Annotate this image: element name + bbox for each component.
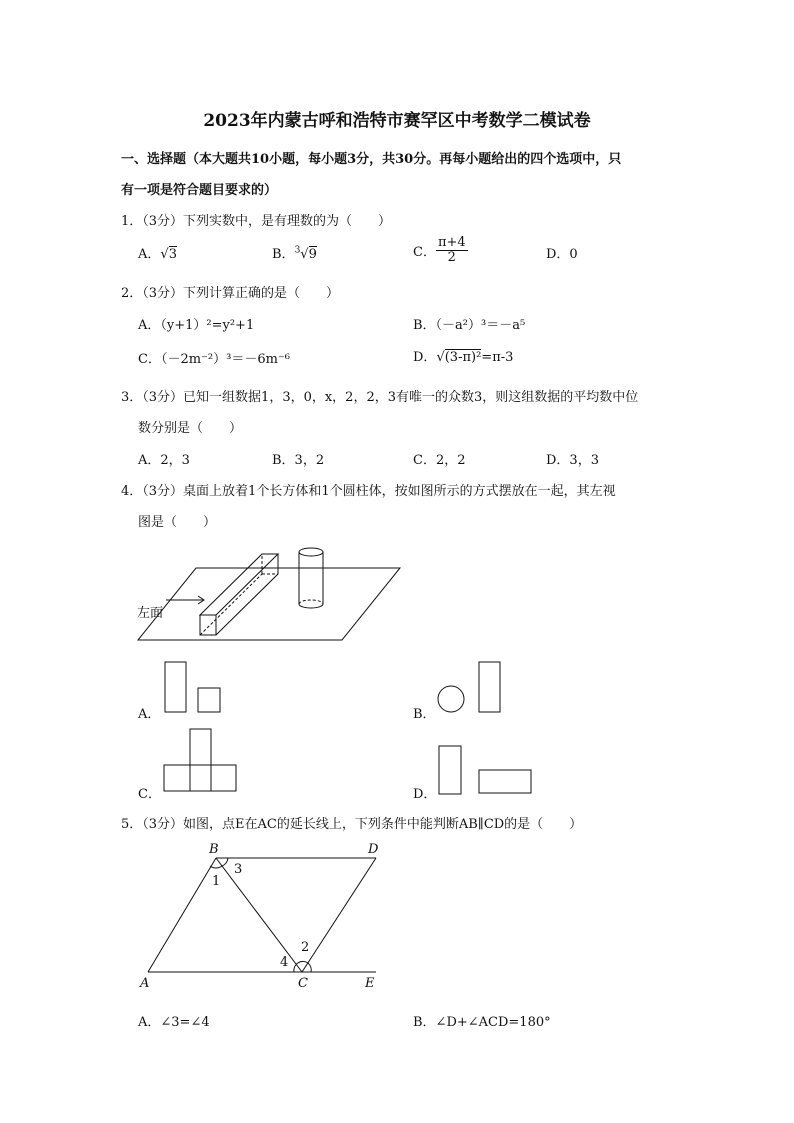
- question-1-option-a: [138, 243, 177, 262]
- radicand: 9: [308, 247, 317, 262]
- tall-rectangle: [439, 746, 461, 794]
- question-4-option-c-figure: [160, 725, 240, 795]
- question-5-option-a: A．∠3=∠4: [138, 1015, 210, 1030]
- point-a-label: A: [140, 976, 150, 991]
- question-4-option-a-figure: [160, 658, 230, 718]
- point-e-label: E: [365, 976, 375, 991]
- wide-rectangle: [479, 770, 531, 793]
- question-2-option-b: B．（－a²）³＝－a⁵: [413, 318, 526, 333]
- question-2-option-d: [413, 346, 513, 365]
- question-5-stem: 5．（3分）如图，点E在AC的延长线上，下列条件中能判断AB∥CD的是（ ）: [121, 817, 583, 832]
- question-2-option-c: C．（－2m⁻²）³＝－6m⁻⁶: [138, 352, 291, 367]
- cylinder-top: [299, 548, 323, 556]
- sqrt-expression: √(3-π)²: [436, 350, 482, 365]
- wide-rectangle: [164, 765, 236, 791]
- box-top-face: [200, 554, 278, 615]
- question-4-option-b-figure: [435, 658, 510, 718]
- question-1-option-d: D．0: [546, 247, 578, 262]
- question-3-option-c: C．2，2: [413, 453, 466, 468]
- angle-2-label: 2: [301, 940, 310, 955]
- point-c-label: C: [298, 976, 308, 991]
- box-right-edge: [216, 554, 278, 635]
- cube-root-expression: √9: [300, 247, 317, 262]
- circle: [438, 686, 464, 712]
- point-b-label: B: [209, 842, 219, 857]
- question-4-solid-figure: [130, 540, 410, 645]
- point-d-label: D: [368, 842, 379, 857]
- page-title: 2023年内蒙古呼和浩特市赛罕区中考数学二模试卷: [203, 111, 591, 131]
- question-1-option-b: [272, 243, 317, 262]
- tall-rectangle: [165, 662, 186, 712]
- option-d-label: D．: [413, 350, 437, 365]
- box-front-face: [200, 615, 216, 635]
- question-2-stem: 2．（3分）下列计算正确的是（ ）: [121, 286, 340, 301]
- radicand: (3-π)²: [444, 350, 482, 365]
- segment-ab: [148, 858, 216, 972]
- question-4-option-c-label: C．: [138, 787, 161, 802]
- segment-cd: [302, 858, 376, 972]
- section-heading-line2: 有一项是符合题目要求的）: [121, 183, 278, 198]
- question-3-option-b: B．3，2: [272, 453, 325, 468]
- option-c-label: C．: [413, 245, 436, 260]
- angle-1-arc: [210, 866, 222, 868]
- left-view-label: 左面: [137, 606, 164, 621]
- section-heading-line1: 一、选择题（本大题共10小题，每小题3分，共30分。再每小题给出的四个选项中，只: [121, 152, 622, 167]
- question-4-stem-line2: 图是（ ）: [138, 515, 217, 530]
- question-2-option-a: A．（y+1）²=y²+1: [138, 318, 255, 333]
- fraction-denominator: 2: [447, 250, 456, 265]
- cylinder-bottom-back: [299, 600, 323, 604]
- fraction-numerator: π+4: [437, 235, 466, 250]
- question-4-option-b-label: B．: [413, 707, 436, 722]
- question-1-option-c: [413, 236, 468, 265]
- radicand: 3: [168, 247, 177, 262]
- sqrt-3-expression: √3: [160, 247, 177, 262]
- question-5-geometry-figure: [130, 838, 390, 998]
- question-3-option-d: D．3，3: [546, 453, 599, 468]
- option-b-label: B．: [272, 247, 295, 262]
- question-4-option-a-label: A．: [138, 707, 161, 722]
- tall-rectangle: [190, 729, 211, 791]
- angle-2-arc: [308, 963, 311, 972]
- angle-1-label: 1: [212, 874, 221, 889]
- segment-bc: [216, 858, 302, 972]
- cylinder-bottom-front: [299, 604, 323, 608]
- question-3-stem-line1: 3．（3分）已知一组数据1，3，0，x，2，2，3有唯一的众数3，则这组数据的平均数中位: [121, 390, 639, 405]
- angle-3-label: 3: [234, 862, 243, 877]
- angle-4-label: 4: [280, 955, 289, 970]
- question-3-option-a: A．2，3: [138, 453, 190, 468]
- option-d-rest: =π-3: [481, 350, 514, 365]
- question-4-option-d-figure: [435, 740, 540, 798]
- box-hidden-edge: [200, 574, 262, 635]
- fraction: [436, 236, 468, 265]
- question-5-option-b: B．∠D+∠ACD=180°: [413, 1015, 551, 1030]
- question-1-stem: 1．（3分）下列实数中，是有理数的为（ ）: [121, 214, 392, 229]
- square: [198, 688, 220, 712]
- question-4-option-d-label: D．: [413, 787, 437, 802]
- table-plane: [138, 568, 400, 640]
- tall-rectangle: [479, 662, 500, 712]
- question-4-stem-line1: 4．（3分）桌面上放着1个长方体和1个圆柱体，按如图所示的方式摆放在一起，其左视: [121, 484, 616, 499]
- angle-3-arc: [222, 858, 228, 866]
- option-a-label: A．: [138, 247, 161, 262]
- root-index: 3: [294, 245, 301, 256]
- question-3-stem-line2: 数分别是（ ）: [138, 421, 243, 436]
